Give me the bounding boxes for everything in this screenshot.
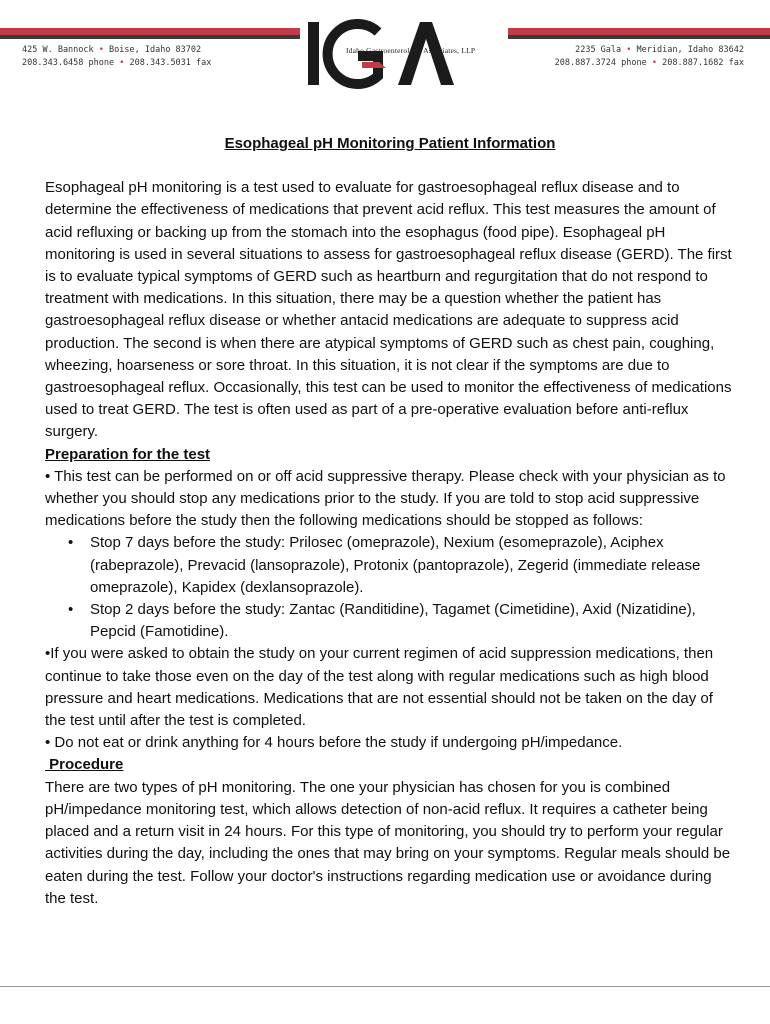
- page-title: Esophageal pH Monitoring Patient Information: [224, 135, 556, 152]
- left-fax: 208.343.5031 fax: [129, 58, 212, 68]
- right-fax: 208.887.1682 fax: [662, 58, 744, 68]
- footer-divider: [0, 986, 770, 987]
- right-address: 2235 Gala • Meridian, Idaho 83642 208.887.3724 phone • 208.887.1682 fax: [554, 45, 744, 68]
- right-street: 2235 Gala: [575, 45, 622, 55]
- left-address: 425 W. Bannock • Boise, Idaho 83702 208.343.6458 phone • 208.343.5031 fax: [22, 45, 212, 68]
- header-band-right: [508, 28, 770, 35]
- left-phone: 208.343.6458 phone: [22, 58, 115, 68]
- header-band-left: [0, 28, 300, 35]
- medication-list: [45, 532, 735, 643]
- list-item: • Stop 7 days before the study: Prilosec (omeprazole), Nexium (esomeprazole), Aciphex (rabeprazole), Prevacid (lansoprazole), Protonix (pantoprazole), Zegerid (immediate release omeprazole), Kapidex (dexlansoprazole).: [90, 532, 735, 599]
- prep-heading: Preparation for the test: [45, 445, 211, 463]
- prep-paragraph-3: • Do not eat or drink anything for 4 hours before the study if undergoing pH/impedance.: [45, 734, 623, 752]
- logo-subtitle: Idaho Gastroenterology Associates, LLP: [346, 46, 476, 55]
- left-street: 425 W. Bannock: [22, 45, 94, 55]
- header-band-left-dark: [0, 35, 300, 39]
- header-band-right-dark: [508, 35, 770, 39]
- left-city: Boise, Idaho 83702: [109, 45, 202, 55]
- document-body: [45, 133, 735, 910]
- procedure-paragraph: There are two types of pH monitoring. The one your physician has chosen for you is combined pH/impedance monitoring test, which allows detection of non-acid reflux. It requires a catheter being placed and a return visit in 24 hours. For this type of monitoring, you should try to perform your regular activities during the day, including the ones that may bring on your symptoms. Regular meals should be eaten during the test. Follow your doctor's instructions regarding medication use or avoidance during the test.: [45, 778, 731, 907]
- procedure-heading: Procedure: [45, 756, 124, 774]
- intro-paragraph: Esophageal pH monitoring is a test used to evaluate for gastroesophageal reflux disease and to determine the effectiveness of medications that prevent acid reflux. This test measures the amount of acid refluxing or backing up from the stomach into the esophagus (food pipe). Esophageal pH monitoring is used in several situations to assess for gastroesophageal reflux disease (GERD). The first is to evaluate typical symptoms of GERD such as heartburn and regurgitation that do not respond to treatment with medications. In this situation, there may be a question whether the patient has gastroesophageal reflux disease or whether antacid medications are adequate to suppress acid production. The second is when there are atypical symptoms of GERD such as chest pain, coughing, wheezing, hoarseness or sore throat. In this situation, it is not clear if the symptoms are due to gastroesophageal reflux. Occasionally, this test can be used to monitor the effectiveness of medications used to treat GERD. The test is often used as part of a pre-operative evaluation before anti-reflux surgery.: [45, 179, 732, 441]
- list-item: • Stop 2 days before the study: Zantac (Randitidine), Tagamet (Cimetidine), Axid (Nizatidine), Pepcid (Famotidine).: [90, 599, 735, 643]
- iga-logo: [300, 18, 500, 90]
- prep-paragraph-1: • This test can be performed on or off acid suppressive therapy. Please check with your physician as to whether you should stop any medications prior to the study. If you are told to stop acid suppressive medications before the study then the following medications should be stopped as follows:: [45, 467, 726, 530]
- right-city: Meridian, Idaho 83642: [636, 45, 744, 55]
- right-phone: 208.887.3724 phone: [554, 58, 647, 68]
- prep-paragraph-2: •If you were asked to obtain the study on your current regimen of acid suppression medications, then continue to take those even on the day of the test along with regular medications such as high blood pressure and heart medications. Medications that are not essential should not be taken on the day of the test until after the test is completed.: [45, 645, 714, 730]
